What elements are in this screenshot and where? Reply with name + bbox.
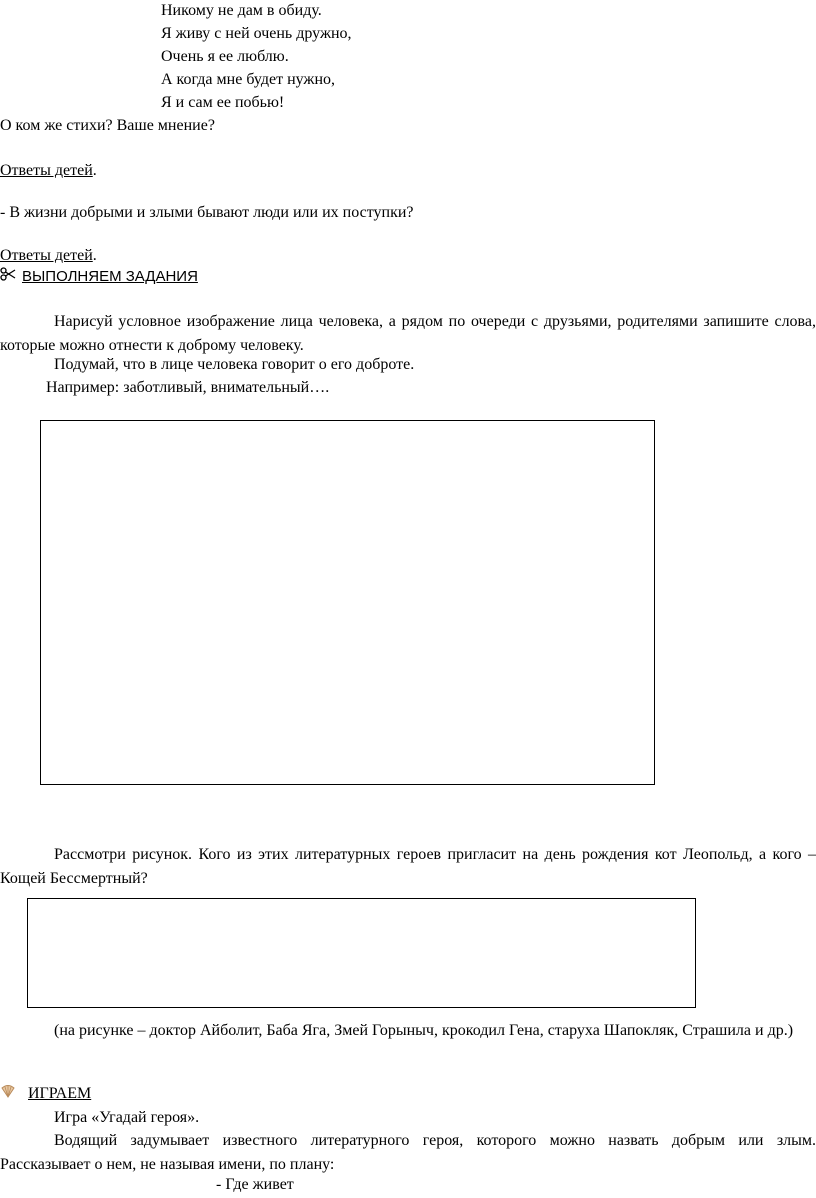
drawing-area-face[interactable] (40, 420, 655, 785)
task-1-think: Подумай, что в лице человека говорит о его доброте. (54, 356, 415, 373)
poem-line-1: Никому не дам в обиду. (161, 2, 322, 19)
game-plan-item: - Где живет (216, 1176, 294, 1193)
answers-label: Ответы детей (0, 247, 93, 264)
poem-line-3: Очень я ее люблю. (161, 48, 289, 65)
task-1-text: Нарисуй условное изображение лица человека, а рядом по очереди с друзьями, родителями запишите слова, которые можно отнести к доброму человеку. (0, 313, 816, 354)
section-play-title: ИГРАЕМ (28, 1085, 92, 1102)
poem-line-4: А когда мне будет нужно, (161, 71, 336, 88)
task-2-text: Рассмотри рисунок. Кого из этих литературных героев пригласит на день рождения кот Леопольд, а кого – Кощей Бессмертный? (0, 846, 816, 887)
answers-line-2 (0, 246, 97, 266)
game-name: Игра «Угадай героя». (54, 1109, 200, 1126)
answers-period: . (92, 162, 97, 179)
answers-period: . (92, 247, 97, 264)
question-good-evil: - В жизни добрыми и злыми бывают люди или их поступки? (0, 204, 414, 221)
answers-line-1 (0, 161, 97, 181)
section-tasks-title: ВЫПОЛНЯЕМ ЗАДАНИЯ (22, 268, 198, 285)
section-play-heading (0, 1084, 91, 1104)
task-2-caption: (на рисунке – доктор Айболит, Баба Яга, Змей Горыныч, крокодил Гена, старуха Шапокляк, Страшила и др.) (54, 1022, 794, 1039)
picture-area-heroes (27, 898, 696, 1008)
section-tasks-heading (0, 267, 198, 287)
scissors-icon (0, 267, 16, 287)
question-poem: О ком же стихи? Ваше мнение? (0, 117, 215, 134)
poem-line-5: Я и сам ее побью! (161, 94, 285, 111)
poem-line-2: Я живу с ней очень дружно, (161, 25, 352, 42)
answers-label: Ответы детей (0, 162, 93, 179)
task-1-example: Например: заботливый, внимательный…. (46, 379, 330, 396)
game-text: Водящий задумывает известного литературного героя, которого можно назвать добрым или злым. Рассказывает о нем, не называя имени, по плану: (0, 1132, 816, 1173)
shell-icon (0, 1084, 16, 1104)
